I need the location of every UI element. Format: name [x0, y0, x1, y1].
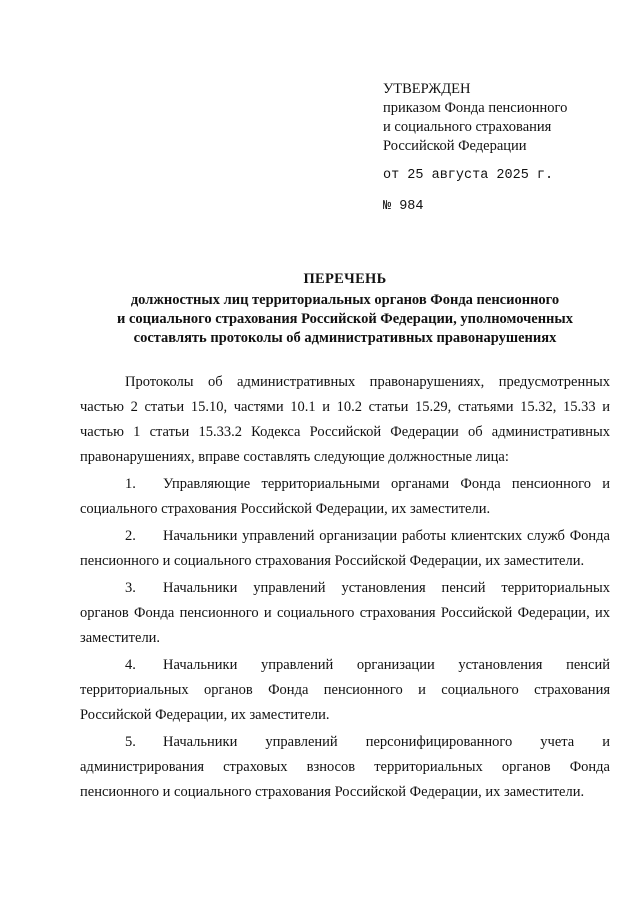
approval-line-1: приказом Фонда пенсионного — [383, 100, 568, 116]
approval-line-2: и социального страхования — [383, 119, 552, 135]
document-subtitle-line-3: составлять протоколы об административных правонарушениях — [133, 330, 557, 346]
list-item — [80, 730, 610, 805]
list-item-text: Начальники управлений установления пенсий территориальных органов Фонда пенсионного и социального страхования Российской Федерации, их заместители. — [80, 580, 610, 646]
list-item — [80, 576, 610, 651]
document-subtitle-line-1: должностных лиц территориальных органов Фонда пенсионного — [130, 292, 560, 308]
list-item-text: Начальники управлений организации работы клиентских служб Фонда пенсионного и социального страхования Российской Федерации, их заместители. — [80, 528, 610, 569]
document-title: ПЕРЕЧЕНЬ — [303, 271, 387, 287]
approval-number: № 984 — [383, 199, 424, 214]
approval-date: от 25 августа 2025 г. — [383, 168, 554, 183]
list-item-number: 2. — [125, 528, 136, 544]
approval-stamp — [383, 80, 623, 216]
list-item-text: Начальники управлений организации установления пенсий территориальных органов Фонда пенсионного и социального страхования Российской Федерации, их заместители. — [80, 657, 610, 723]
intro-paragraph: Протоколы об административных правонарушениях, предусмотренных частью 2 статьи 15.10, частями 10.1 и 10.2 статьи 15.29, статьями 15.32, 15.33 и частью 1 статьи 15.33.2 Кодекса Российской Федерации об административных правонарушениях, вправе составлять следующие должностные лица: — [80, 374, 610, 465]
document-body — [80, 370, 610, 805]
list-item — [80, 472, 610, 522]
list-item-number: 1. — [125, 476, 136, 492]
list-item-number: 5. — [125, 734, 136, 750]
list-item — [80, 524, 610, 574]
list-item — [80, 653, 610, 728]
list-item-text: Начальники управлений персонифицированного учета и администрирования страховых взносов территориальных органов Фонда пенсионного и социального страхования Российской Федерации, их заместители. — [80, 734, 610, 800]
list-item-text: Управляющие территориальными органами Фонда пенсионного и социального страхования Российской Федерации, их заместители. — [80, 476, 610, 517]
list-item-number: 3. — [125, 580, 136, 596]
approval-title: УТВЕРЖДЕН — [383, 81, 471, 97]
approval-line-3: Российской Федерации — [383, 138, 527, 154]
list-item-number: 4. — [125, 657, 136, 673]
document-heading — [80, 270, 610, 348]
document-subtitle-line-2: и социального страхования Российской Федерации, уполномоченных — [117, 311, 573, 327]
